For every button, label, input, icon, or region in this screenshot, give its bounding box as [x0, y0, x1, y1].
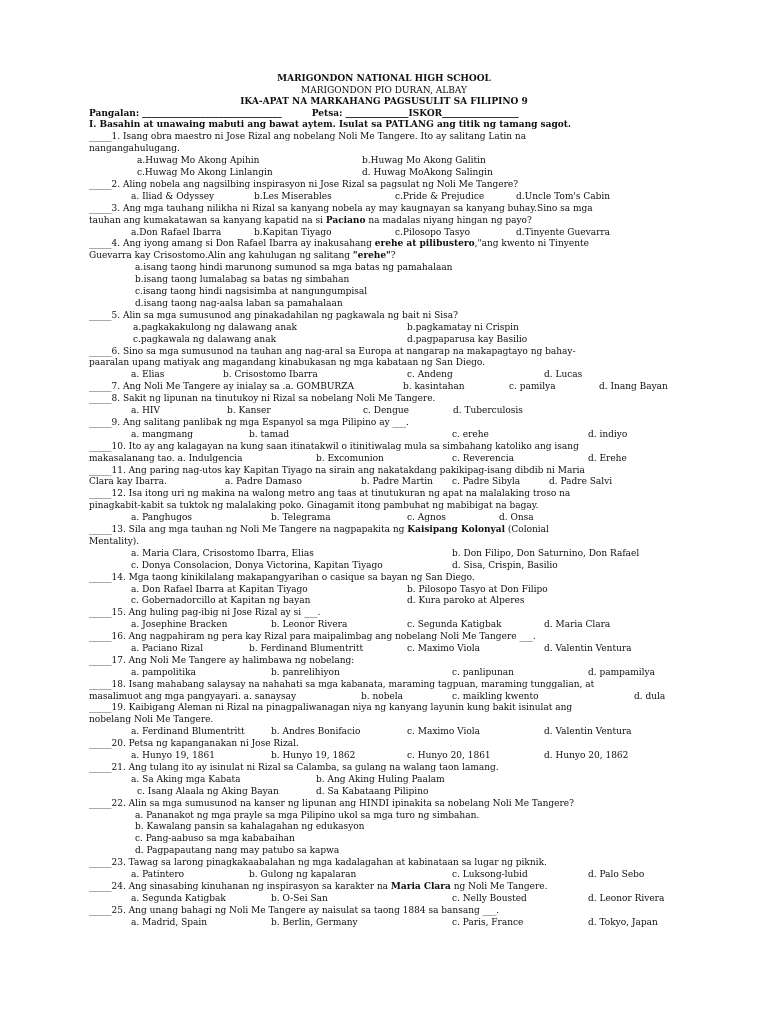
option-a[interactable]: a. Don Rafael Ibarra at Kapitan Tiyago: [131, 584, 308, 595]
option-d[interactable]: d. Padre Salvi: [549, 477, 613, 488]
question-text: _____25. Ang unang bahagi ng Noli Me Tangere ay naisulat sa taong 1884 sa bansang ___.: [89, 905, 499, 916]
option-a[interactable]: makasalanang tao. a. Indulgencia: [89, 453, 243, 464]
question-19: [89, 703, 679, 739]
question-text: _____3. Ang mga tauhang nilikha ni Rizal sa kanyang nobela ay may kaugnayan sa kanyang buhay.Sino sa mga: [89, 203, 593, 214]
option-b[interactable]: b.Kapitan Tiyago: [254, 227, 332, 238]
question-text: _____19. Kaibigang Aleman ni Rizal na pinagpaliwanagan niya ng kanyang layunin kung bakit isinulat ang: [89, 703, 573, 714]
question-11: [89, 466, 679, 490]
question-21: [89, 763, 679, 799]
date-score-field[interactable]: Petsa: ______________ISKOR_________________: [311, 108, 519, 119]
option-a[interactable]: a. Segunda Katigbak: [131, 893, 226, 904]
question-text: pinagkabit-kabit sa tuktok ng malalaking poko. Ginagamit itong pambuhat ng mabibigat na bagay.: [89, 501, 539, 512]
question-22: [89, 799, 679, 859]
question-text: _____17. Ang Noli Me Tangere ay halimbawa ng nobelang:: [89, 655, 355, 666]
option-d[interactable]: d. Lucas: [544, 370, 583, 381]
option-d[interactable]: d. Hunyo 20, 1862: [544, 751, 629, 762]
question-16: [89, 632, 679, 656]
option-a[interactable]: a. Padre Damaso: [225, 477, 302, 488]
option-a[interactable]: a.isang taong hindi marunong sumunod sa mga batas ng pamahalaan: [135, 263, 453, 274]
option-b[interactable]: b. Padre Martin: [361, 477, 433, 488]
option-c[interactable]: c.pagkawala ng dalawang anak: [133, 334, 277, 345]
option-b[interactable]: b. panrelihiyon: [271, 667, 340, 678]
question-text: _____10. Ito ay ang kalagayan na kung saan itinatakwil o itinitiwalag mula sa simbahang katoliko ang isang: [89, 441, 579, 452]
option-c[interactable]: c. Maximo Viola: [407, 644, 480, 654]
option-d[interactable]: d. Pagpapautang nang may patubo sa kapwa: [135, 846, 340, 857]
option-a[interactable]: a. Iliad & Odyssey: [131, 191, 215, 202]
question-13: [89, 525, 679, 573]
question-text: _____22. Alin sa mga sumusunod na kanser ng lipunan ang HINDI ipinakita sa nobelang Noli Me Tangere?: [89, 798, 574, 809]
question-text: _____23. Tawag sa larong pinagkakaabalahan ng mga kadalagahan at kabinataan sa lugar ng piknik.: [89, 858, 547, 869]
option-a[interactable]: a. Maria Clara, Crisostomo Ibarra, Elias: [131, 548, 314, 559]
option-d[interactable]: d.isang taong nag-aalsa laban sa pamahalaan: [135, 298, 343, 309]
name-field[interactable]: Pangalan: _______________________________: [89, 108, 282, 119]
question-3: [89, 204, 679, 240]
option-c[interactable]: c. pamilya: [509, 382, 556, 393]
question-17: [89, 656, 679, 680]
question-6: [89, 347, 679, 383]
option-c[interactable]: c. Hunyo 20, 1861: [407, 751, 491, 762]
question-text: _____8. Sakit ng lipunan na tinutukoy ni Rizal sa nobelang Noli Me Tangere.: [89, 394, 436, 405]
question-text: _____6. Sino sa mga sumusunod na tauhan ang nag-aral sa Europa at nangarap na makapagtayo ng bahay-: [89, 346, 576, 357]
option-c[interactable]: c. maikling kwento: [452, 691, 539, 702]
question-text: _____2. Aling nobela ang nagsilbing inspirasyon ni Jose Rizal sa pagsulat ng Noli Me Tangere?: [89, 179, 519, 190]
question-15: [89, 608, 679, 632]
option-a[interactable]: a. Madrid, Spain: [131, 917, 208, 928]
option-b[interactable]: b. Ferdinand Blumentritt: [249, 644, 364, 654]
option-d[interactable]: d.pagpaparusa kay Basilio: [407, 334, 528, 345]
option-d[interactable]: d. Onsa: [499, 513, 534, 524]
question-14: [89, 573, 679, 609]
option-c[interactable]: c. Isang Alaala ng Aking Bayan: [137, 786, 279, 797]
question-text: Mentality).: [89, 536, 140, 547]
option-a[interactable]: a. HIV: [131, 406, 160, 417]
option-b[interactable]: b.Les Miserables: [254, 191, 332, 202]
question-10: [89, 442, 679, 466]
option-c[interactable]: c. Paris, France: [452, 917, 524, 928]
option-c[interactable]: c.Pilosopo Tasyo: [395, 227, 471, 238]
question-text: _____20. Petsa ng kapanganakan ni Jose Rizal.: [89, 739, 299, 750]
school-name: MARIGONDON NATIONAL HIGH SCHOOL: [277, 74, 491, 84]
option-b[interactable]: b. O-Sei San: [271, 893, 328, 904]
question-text: _____11. Ang paring nag-utos kay Kapitan Tiyago na sirain ang nakatakdang pakikipag-isang dibdib ni Maria: [89, 465, 585, 476]
question-text: _____13. Sila ang mga tauhan ng Noli Me Tangere na nagpapakita ng Kaisipang Kolonyal (Colonial: [89, 525, 549, 536]
option-c[interactable]: c. Pang-aabuso sa mga kababaihan: [135, 834, 295, 845]
option-d[interactable]: d. Tuberculosis: [453, 406, 523, 417]
option-b[interactable]: b. Pilosopo Tasyo at Don Filipo: [407, 584, 548, 595]
question-text: Guevarra kay Crisostomo.Alin ang kahulugan ng salitang "erehe"?: [89, 251, 396, 262]
option-c[interactable]: c. erehe: [452, 429, 489, 440]
question-text: _____14. Mga taong kinikilalang makapangyarihan o casique sa bayan ng San Diego.: [89, 572, 475, 583]
option-a[interactable]: a. Panghugos: [131, 513, 193, 524]
option-d[interactable]: d.Uncle Tom's Cabin: [516, 191, 611, 202]
option-d[interactable]: d. Maria Clara: [544, 620, 611, 631]
option-b[interactable]: b. Leonor Rivera: [271, 620, 348, 631]
option-a[interactable]: a. pampolitika: [131, 667, 196, 678]
question-text: _____21. Ang tulang ito ay isinulat ni Rizal sa Calamba, sa gulang na walang taon lamang.: [89, 762, 499, 773]
option-b[interactable]: b. Kanser: [227, 406, 271, 417]
option-b[interactable]: b. nobela: [361, 691, 404, 702]
option-d[interactable]: d. Palo Sebo: [588, 870, 645, 881]
option-d[interactable]: d. Erehe: [588, 453, 627, 464]
question-18: [89, 680, 679, 704]
question-text: _____16. Ang nagpahiram ng pera kay Rizal para maipalimbag ang nobelang Noli Me Tangere ___.: [89, 632, 536, 643]
option-b[interactable]: b. tamad: [249, 429, 290, 440]
option-b[interactable]: b.pagkamatay ni Crispin: [407, 322, 519, 333]
option-a[interactable]: a. Ferdinand Blumentritt: [131, 727, 245, 738]
option-c[interactable]: c.isang taong hindi nagsisimba at nangungumpisal: [135, 287, 368, 298]
option-a[interactable]: a. Paciano Rizal: [131, 644, 204, 654]
question-text: _____9. Ang salitang panlibak ng mga Espanyol sa mga Pilipino ay ___.: [89, 417, 409, 428]
question-text: nangangahulugang.: [89, 144, 180, 155]
option-c[interactable]: c. panlipunan: [452, 667, 514, 678]
question-12: [89, 489, 679, 525]
question-25: [89, 906, 679, 930]
question-text: _____12. Isa itong uri ng makina na walong metro ang taas at tinutukuran ng apat na malalaking troso na: [89, 489, 571, 500]
question-2: [89, 180, 679, 204]
option-c[interactable]: c. Segunda Katigbak: [407, 620, 502, 631]
option-d[interactable]: d. Sisa, Crispin, Basilio: [452, 560, 558, 571]
option-b[interactable]: b. Crisostomo Ibarra: [223, 370, 318, 381]
option-c[interactable]: c. Maximo Viola: [407, 727, 480, 738]
question-text: _____5. Alin sa mga sumusunod ang pinakadahilan ng pagkawala ng bait ni Sisa?: [89, 310, 458, 321]
option-c[interactable]: c. Andeng: [407, 370, 453, 381]
option-d[interactable]: d. Huwag MoAkong Salingin: [362, 168, 493, 179]
option-b[interactable]: b. Telegrama: [271, 513, 331, 524]
option-b[interactable]: b.Huwag Mo Akong Galitin: [362, 156, 486, 167]
name-date-row: [89, 109, 679, 121]
question-text: _____15. Ang huling pag-ibig ni Jose Rizal ay si ___.: [89, 608, 321, 619]
option-a[interactable]: a. Josephine Bracken: [131, 620, 228, 631]
option-a[interactable]: a. Hunyo 19, 1861: [131, 751, 215, 762]
option-d[interactable]: d. pampamilya: [588, 667, 656, 678]
option-c[interactable]: c.Pride & Prejudice: [395, 191, 485, 202]
option-d[interactable]: d. Leonor Rivera: [588, 893, 665, 904]
option-c[interactable]: c. Luksong-lubid: [452, 870, 528, 881]
school-address: MARIGONDON PIO DURAN, ALBAY: [301, 85, 467, 96]
question-9: [89, 418, 679, 442]
option-b[interactable]: b. kasintahan: [403, 382, 465, 393]
option-c[interactable]: c. Agnos: [407, 513, 446, 524]
option-d[interactable]: d. Kura paroko at Alperes: [407, 596, 525, 607]
option-b[interactable]: b.isang taong lumalabag sa batas ng simbahan: [135, 275, 350, 286]
question-text: _____4. Ang iyong amang si Don Rafael Ibarra ay inakusahang erehe at pilibustero,"ang kwento ni Tinyente: [89, 239, 589, 250]
option-d[interactable]: d. Tokyo, Japan: [588, 917, 658, 928]
option-a[interactable]: a. Pananakot ng mga prayle sa mga Pilipino ukol sa mga turo ng simbahan.: [135, 810, 480, 821]
question-text: _____24. Ang sinasabing kinuhanan ng inspirasyon sa karakter na Maria Clara ng Noli Me Tangere.: [89, 882, 548, 892]
option-c[interactable]: c. Padre Sibyla: [452, 477, 521, 488]
option-a[interactable]: a. Patintero: [131, 870, 185, 881]
option-c[interactable]: c.Huwag Mo Akong Linlangin: [137, 168, 273, 179]
option-a[interactable]: a. Sa Aking mga Kabata: [131, 774, 241, 785]
option-c[interactable]: c. Reverencia: [452, 453, 514, 464]
option-d[interactable]: d. Sa Kabataang Pilipino: [316, 786, 429, 797]
question-text: Clara kay Ibarra.: [89, 477, 167, 488]
question-5: [89, 311, 679, 347]
option-a[interactable]: a.Huwag Mo Akong Apihin: [137, 156, 260, 167]
question-24: [89, 882, 679, 906]
option-a[interactable]: a. mangmang: [131, 429, 194, 440]
question-text: _____18. Isang mahabang salaysay na nahahati sa mga kabanata, maraming tagpuan, maraming tunggalian, at: [89, 679, 595, 690]
option-c[interactable]: c. Donya Consolacion, Donya Victorina, Kapitan Tiyago: [131, 560, 383, 571]
question-text: paaralan upang matiyak ang magandang kinabukasan ng mga kabataan ng San Diego.: [89, 358, 486, 369]
question-text: _____1. Isang obra maestro ni Jose Rizal ang nobelang Noli Me Tangere. Ito ay salitang Latin na: [89, 132, 527, 143]
question-1: [89, 132, 679, 180]
question-text: tauhan ang kumakatawan sa kanyang kapatid na si Paciano na madalas niyang hingan ng payo?: [89, 215, 532, 226]
exam-sheet: [89, 74, 679, 930]
option-a[interactable]: a. Elias: [131, 370, 165, 381]
exam-title: IKA-APAT NA MARKAHANG PAGSUSULIT SA FILIPINO 9: [240, 97, 528, 107]
option-d[interactable]: d.Tinyente Guevarra: [516, 227, 611, 238]
option-b[interactable]: b. Kawalang pansin sa kahalagahan ng edukasyon: [135, 822, 365, 833]
option-a[interactable]: a.Don Rafael Ibarra: [131, 227, 222, 238]
question-23: [89, 858, 679, 882]
instructions: I. Basahin at unawaing mabuti ang bawat aytem. Isulat sa PATLANG ang titik ng tamang sagot.: [89, 120, 572, 131]
option-a[interactable]: masalimuot ang mga pangyayari. a. sanaysay: [89, 691, 297, 702]
option-b[interactable]: b. Don Filipo, Don Saturnino, Don Rafael: [452, 548, 640, 559]
option-b[interactable]: b. Hunyo 19, 1862: [271, 751, 356, 762]
option-b[interactable]: b. Berlin, Germany: [271, 917, 358, 928]
question-4: [89, 239, 679, 310]
option-d[interactable]: d. Inang Bayan: [599, 382, 668, 393]
option-c[interactable]: c. Dengue: [363, 406, 409, 417]
question-text: nobelang Noli Me Tangere.: [89, 715, 214, 726]
option-a[interactable]: a.pagkakakulong ng dalawang anak: [133, 322, 297, 333]
question-8: [89, 394, 679, 418]
question-7: [89, 382, 679, 394]
option-b[interactable]: b. Ang Aking Huling Paalam: [316, 774, 445, 785]
option-c[interactable]: c. Gobernadorcillo at Kapitan ng bayan: [131, 596, 311, 607]
option-b[interactable]: b. Gulong ng kapalaran: [249, 870, 357, 881]
option-b[interactable]: b. Andres Bonifacio: [271, 727, 361, 738]
option-b[interactable]: b. Excomunion: [316, 453, 384, 464]
option-d[interactable]: d. indiyo: [588, 429, 628, 440]
question-text: _____7. Ang Noli Me Tangere ay inialay sa .a. GOMBURZA: [89, 382, 354, 393]
option-d[interactable]: d. Valentin Ventura: [544, 727, 632, 738]
option-c[interactable]: c. Nelly Bousted: [452, 893, 527, 904]
option-d[interactable]: d. dula: [634, 691, 666, 702]
question-20: [89, 739, 679, 763]
option-d[interactable]: d. Valentin Ventura: [544, 644, 632, 654]
